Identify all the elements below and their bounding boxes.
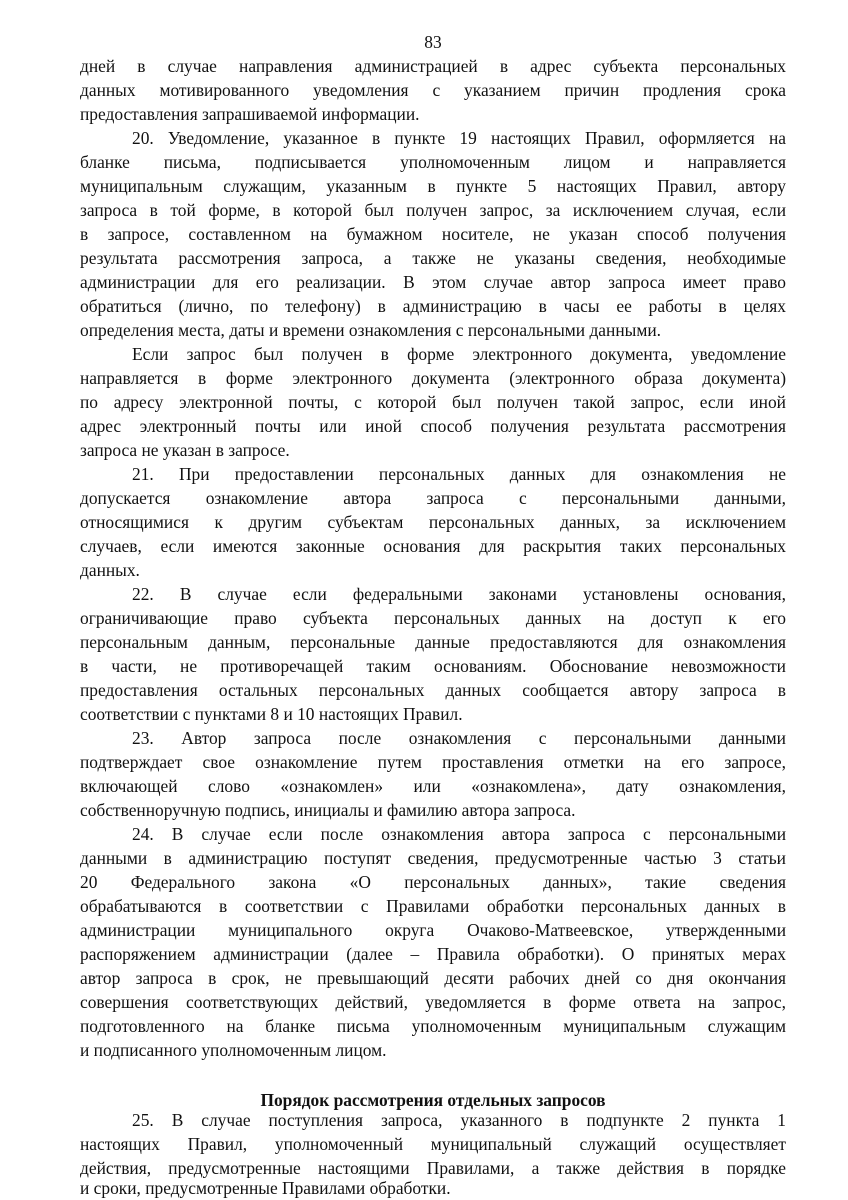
text-line: действия, предусмотренные настоящими Правилами, а также действия в порядке bbox=[80, 1158, 786, 1178]
text-line: подтверждает свое ознакомление путем проставления отметки на его запросе, bbox=[80, 752, 786, 772]
text-line: 24. В случае если после ознакомления автора запроса с персональными bbox=[132, 824, 786, 844]
text-line: обрабатываются в соответствии с Правилами обработки персональных данных в bbox=[80, 896, 786, 916]
text-line: адрес электронный почты или иной способ получения результата рассмотрения bbox=[80, 416, 786, 436]
text-line: Если запрос был получен в форме электронного документа, уведомление bbox=[132, 344, 786, 364]
text-line: случаев, если имеются законные основания для раскрытия таких персональных bbox=[80, 536, 786, 556]
text-line: администрации муниципального округа Очаково-Матвеевское, утвержденными bbox=[80, 920, 786, 940]
text-line: предоставления остальных персональных данных сообщается автору запроса в bbox=[80, 680, 786, 700]
text-line: 25. В случае поступления запроса, указанного в подпункте 2 пункта 1 bbox=[132, 1110, 786, 1130]
text-line: запроса в той форме, в которой был получен запрос, за исключением случая, если bbox=[80, 200, 786, 220]
text-line: запроса не указан в запросе. bbox=[80, 440, 290, 460]
section-heading: Порядок рассмотрения отдельных запросов bbox=[260, 1090, 606, 1110]
text-line: включающей слово «ознакомлен» или «ознакомлена», дату ознакомления, bbox=[80, 776, 786, 796]
text-line: допускается ознакомление автора запроса с персональными данными, bbox=[80, 488, 786, 508]
text-line: и сроки, предусмотренные Правилами обработки. bbox=[80, 1178, 451, 1198]
text-line: предоставления запрашиваемой информации. bbox=[80, 104, 420, 124]
text-line: относящимися к другим субъектам персональных данных, за исключением bbox=[80, 512, 786, 532]
text-line: и подписанного уполномоченным лицом. bbox=[80, 1040, 387, 1060]
text-line: данных мотивированного уведомления с указанием причин продления срока bbox=[80, 80, 786, 100]
text-line: 23. Автор запроса после ознакомления с персональными данными bbox=[132, 728, 786, 748]
text-line: определения места, даты и времени ознакомления с персональными данными. bbox=[80, 320, 661, 340]
text-line: направляется в форме электронного документа (электронного образа документа) bbox=[80, 368, 786, 388]
text-line: по адресу электронной почты, с которой был получен такой запрос, если иной bbox=[80, 392, 786, 412]
text-line: персональным данным, персональные данные предоставляются для ознакомления bbox=[80, 632, 786, 652]
text-line: в запросе, составленном на бумажном носителе, не указан способ получения bbox=[80, 224, 786, 244]
text-line: администрации для его реализации. В этом случае автор запроса имеет право bbox=[80, 272, 786, 292]
text-line: муниципальным служащим, указанным в пункте 5 настоящих Правил, автору bbox=[80, 176, 786, 196]
text-line: соответствии с пунктами 8 и 10 настоящих Правил. bbox=[80, 704, 463, 724]
text-line: совершения соответствующих действий, уведомляется в форме ответа на запрос, bbox=[80, 992, 786, 1012]
text-line: 22. В случае если федеральными законами установлены основания, bbox=[132, 584, 786, 604]
text-line: бланке письма, подписывается уполномоченным лицом и направляется bbox=[80, 152, 786, 172]
text-line: данных. bbox=[80, 560, 140, 580]
text-line: подготовленного на бланке письма уполномоченным муниципальным служащим bbox=[80, 1016, 786, 1036]
text-line: 20 Федерального закона «О персональных данных», такие сведения bbox=[80, 872, 786, 892]
text-line: собственноручную подпись, инициалы и фамилию автора запроса. bbox=[80, 800, 576, 820]
text-line: результата рассмотрения запроса, а также не указаны сведения, необходимые bbox=[80, 248, 786, 268]
text-line: обратиться (лично, по телефону) в администрацию в часы ее работы в целях bbox=[80, 296, 786, 316]
text-line: 20. Уведомление, указанное в пункте 19 настоящих Правил, оформляется на bbox=[132, 128, 786, 148]
text-line: настоящих Правил, уполномоченный муниципальный служащий осуществляет bbox=[80, 1134, 786, 1154]
text-line: автор запроса в срок, не превышающий десяти рабочих дней со дня окончания bbox=[80, 968, 786, 988]
text-line: в части, не противоречащей таким основаниям. Обоснование невозможности bbox=[80, 656, 786, 676]
text-line: данными в администрацию поступят сведения, предусмотренные частью 3 статьи bbox=[80, 848, 786, 868]
page-number: 83 bbox=[424, 32, 442, 52]
text-line: дней в случае направления администрацией в адрес субъекта персональных bbox=[80, 56, 786, 76]
text-line: распоряжением администрации (далее – Правила обработки). О принятых мерах bbox=[80, 944, 786, 964]
text-line: 21. При предоставлении персональных данных для ознакомления не bbox=[132, 464, 786, 484]
text-line: ограничивающие право субъекта персональных данных на доступ к его bbox=[80, 608, 786, 628]
